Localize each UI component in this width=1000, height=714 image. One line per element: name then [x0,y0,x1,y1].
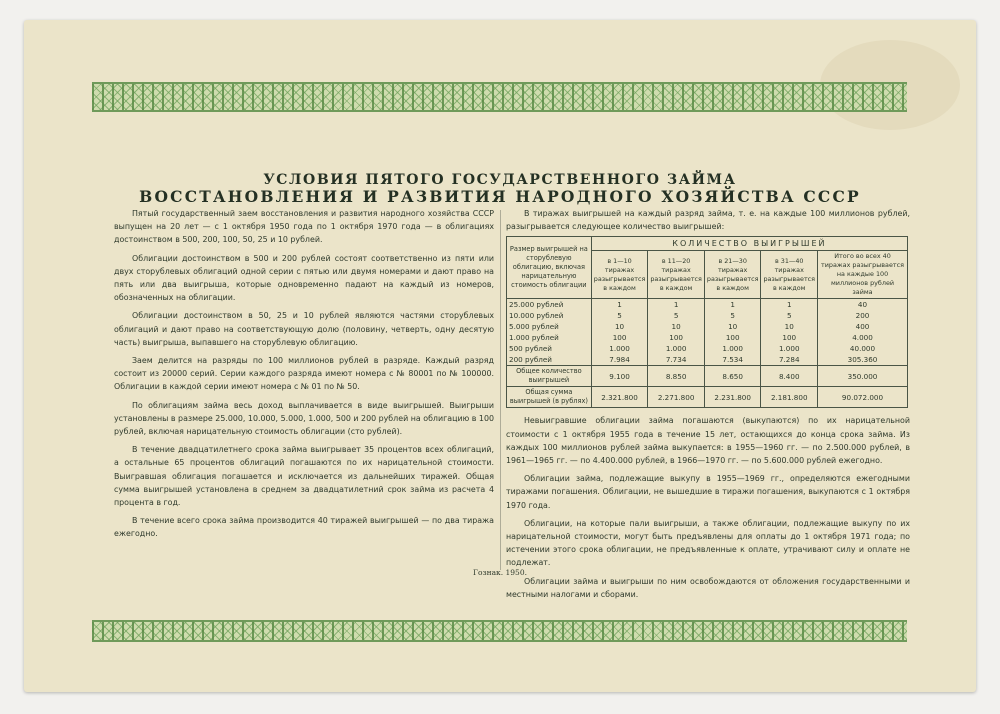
title-line-1: УСЛОВИЯ ПЯТОГО ГОСУДАРСТВЕННОГО ЗАЙМА [263,172,737,188]
cell: 10 [591,321,648,332]
cell: 1.000 [648,343,705,354]
table-head-size: Размер выигрышей на сторублевую облигацию, включая нарицательную стоимость облигации [507,237,592,299]
cell: 1 [704,299,761,311]
cell: 100 [648,332,705,343]
table-head-col: в 11—20 тиражах разыгрывается в каждом [648,251,705,299]
table-head-col: в 31—40 тиражах разыгрывается в каждом [761,251,818,299]
title-line-2: ВОССТАНОВЛЕНИЯ И РАЗВИТИЯ НАРОДНОГО ХОЗЯЙСТВА СССР [139,187,861,206]
table-head-col: в 21—30 тиражах разыгрывается в каждом [704,251,761,299]
column-divider [500,210,501,570]
cell: 2.231.800 [704,387,761,408]
left-paragraph: По облигациям займа весь доход выплачивается в виде выигрышей. Выигрыши установлены в размере 25.000, 10.000, 5.000, 1.000, 500 и 200 рублей на облигацию в 100 рублей, включая нарицательную стоимость облигации (сто рублей). [114,400,494,437]
left-column [114,207,494,546]
cell: 8.850 [648,366,705,387]
right-column [506,207,910,606]
cell: 1 [648,299,705,311]
cell: 9.100 [591,366,648,387]
table-row-total-sum [507,387,908,408]
cell: 2.181.800 [761,387,818,408]
cell: 1.000 [591,343,648,354]
cell: 350.000 [818,366,908,387]
table-row [507,321,908,332]
row-label: 25.000 рублей [507,299,592,311]
table-head-col: Итого во всех 40 тиражах разыгрывается на каждые 100 миллионов рублей займа [818,251,908,299]
cell: 5 [648,310,705,321]
left-paragraph: Заем делится на разряды по 100 миллионов рублей в разряде. Каждый разряд состоит из 20000 серий. Серии каждого разряда имеют номера с № 80001 по № 100000. Облигации в каждой серии имеют номера с № 01 по № 50. [114,356,494,392]
cell: 7.284 [761,354,818,366]
cell: 90.072.000 [818,387,908,408]
cell: 2.321.800 [591,387,648,408]
right-paragraph: Невыигравшие облигации займа погашаются (выкупаются) по их нарицательной стоимости с 1 октября 1955 года в течение 15 лет, остающихся до конца срока займа. Из каждых 100 миллионов рублей займа выкупается: в 1955—1960 гг. — по 2.500.000 рублей, в 1961—1965 гг. — по 4.400.000 рублей, в 1966—1970 гг. — по 5.600.000 рублей ежегодно. [506,416,910,466]
cell: 305.360 [818,354,908,366]
row-label: 1.000 рублей [507,332,592,343]
row-label: 5.000 рублей [507,321,592,332]
cell: 100 [761,332,818,343]
right-paragraph: Облигации займа и выигрыши по ним освобождаются от обложения государственными и местными налогами и сборами. [506,576,910,599]
left-paragraph: В течение всего срока займа производится 40 тиражей выигрышей — по два тиража ежегодно. [114,516,494,539]
ornamental-border-top [92,82,907,112]
prize-table [506,236,908,408]
cell: 1 [761,299,818,311]
right-paragraph: Облигации займа, подлежащие выкупу в 1955—1969 гг., определяются ежегодными тиражами погашения. Облигации, не вышедшие в тиражи погашения, выкупаются с 1 октября 1970 года. [506,474,910,510]
cell: 5 [704,310,761,321]
table-row [507,310,908,321]
cell: 100 [591,332,648,343]
cell: 7.534 [704,354,761,366]
left-paragraph: Пятый государственный заем восстановления и развития народного хозяйства СССР выпущен на 20 лет — с 1 октября 1950 года по 1 октября 1970 года — в облигациях достоинством в 500, 200, 100, 50, 25 и 10 рублей. [114,209,494,245]
left-paragraph: В течение двадцатилетнего срока займа выигрывает 35 процентов всех облигаций, а остальные 65 процентов облигаций погашаются по их нарицательной стоимости. Выигравшая облигация погашается и исключается из дальнейших тиражей. Общая сумма выигрышей установлена в среднем за двадцатилетний срок займа из расчета 4 процента в год. [114,445,494,508]
cell: 5 [761,310,818,321]
cell: 40.000 [818,343,908,354]
cell: 400 [818,321,908,332]
table-head-group: КОЛИЧЕСТВО ВЫИГРЫШЕЙ [591,237,907,251]
cell: 8.400 [761,366,818,387]
cell: 200 [818,310,908,321]
cell: 1.000 [704,343,761,354]
cell: 7.734 [648,354,705,366]
table-row [507,343,908,354]
cell: 100 [704,332,761,343]
right-paragraph: Облигации, на которые пали выигрыши, а также облигации, подлежащие выкупу по их нарицательной стоимости, могут быть предъявлены для оплаты до 1 октября 1971 года; по истечении этого срока облигации, не предъявленные к оплате, утрачивают силу и оплате не подлежат. [506,518,910,568]
left-paragraph: Облигации достоинством в 50, 25 и 10 рублей являются частями сторублевых облигаций и дают право на соответствующую долю (половину, четверть, одну десятую часть) выигрыша, выпавшего на сторублевую облигацию. [114,311,494,347]
cell: 40 [818,299,908,311]
cell: 8.650 [704,366,761,387]
row-label: 500 рублей [507,343,592,354]
table-row [507,299,908,311]
table-head-col: в 1—10 тиражах разыгрывается в каждом [591,251,648,299]
table-row [507,332,908,343]
cell: 1.000 [761,343,818,354]
cell: 10 [761,321,818,332]
row-label: 10.000 рублей [507,310,592,321]
cell: 7.984 [591,354,648,366]
table-row [507,354,908,366]
cell: 1 [591,299,648,311]
printer-mark: Гознак. 1950. [473,568,527,577]
row-label: 200 рублей [507,354,592,366]
cell: 10 [648,321,705,332]
row-label: Общее количество выигрышей [507,366,592,387]
cell: 2.271.800 [648,387,705,408]
ornamental-border-bottom [92,620,907,642]
left-paragraph: Облигации достоинством в 500 и 200 рублей состоят соответственно из пяти или двух сторублевых облигаций одной серии с пятью или двумя номерами и дают право на пять или два выигрыша, которые одновременно падают на каждый из номеров, обозначенных на облигации. [114,253,494,303]
cell: 4.000 [818,332,908,343]
row-label: Общая сумма выигрышей (в рублях) [507,387,592,408]
right-intro: В тиражах выигрышей на каждый разряд займа, т. е. на каждые 100 миллионов рублей, разыгрывается следующее количество выигрышей: [506,209,910,232]
cell: 10 [704,321,761,332]
table-row-total-count [507,366,908,387]
cell: 5 [591,310,648,321]
